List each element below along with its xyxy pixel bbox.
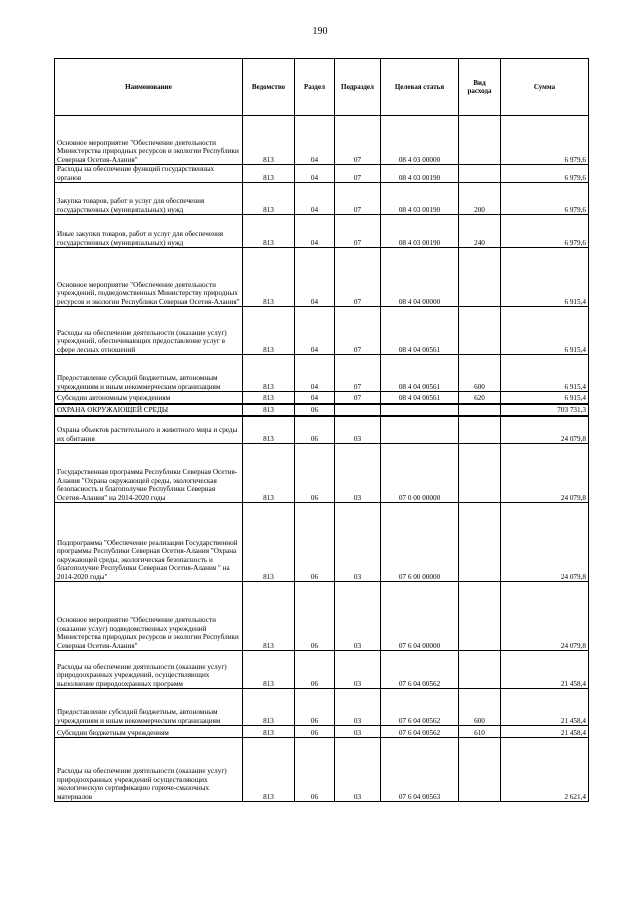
header-section: Раздел: [295, 59, 335, 116]
table-row: [55, 392, 589, 404]
row-target-cell: 07 6 04 00563: [381, 738, 459, 802]
row-name-cell: Субсидии автономным учреждениям: [55, 392, 243, 404]
row-target-cell: 08 4 04 00000: [381, 248, 459, 307]
row-subsection-cell: 03: [335, 416, 381, 444]
row-dept-cell: 813: [243, 404, 295, 416]
table-row: [55, 165, 589, 183]
table-row: [55, 582, 589, 651]
row-amount-cell: 21 458,4: [501, 651, 589, 689]
row-amount-cell: 24 079,8: [501, 444, 589, 503]
row-exp-type-cell: 600: [459, 355, 501, 392]
row-name-cell: Субсидии бюджетным учреждениям: [55, 726, 243, 738]
row-amount-cell: 2 621,4: [501, 738, 589, 802]
row-target-cell: 07 6 04 00000: [381, 582, 459, 651]
row-section-cell: 06: [295, 726, 335, 738]
row-dept-cell: 813: [243, 503, 295, 582]
row-amount-cell: 6 915,4: [501, 248, 589, 307]
header-amount: Сумма: [501, 59, 589, 116]
row-subsection-cell: [335, 404, 381, 416]
row-dept-cell: 813: [243, 651, 295, 689]
row-amount-cell: 24 079,8: [501, 503, 589, 582]
row-subsection-cell: 07: [335, 183, 381, 215]
row-exp-type-cell: [459, 738, 501, 802]
row-target-cell: 08 4 03 00000: [381, 116, 459, 165]
row-target-cell: 07 6 00 00000: [381, 503, 459, 582]
row-subsection-cell: 03: [335, 503, 381, 582]
table-row: [55, 307, 589, 355]
table-row: [55, 404, 589, 416]
row-subsection-cell: 07: [335, 116, 381, 165]
row-subsection-cell: 03: [335, 444, 381, 503]
row-subsection-cell: 07: [335, 215, 381, 248]
row-dept-cell: 813: [243, 444, 295, 503]
row-exp-type-cell: [459, 651, 501, 689]
row-dept-cell: 813: [243, 248, 295, 307]
row-name-cell: Иные закупки товаров, работ и услуг для обеспечения государственных (муниципальных) нужд: [55, 215, 243, 248]
row-exp-type-cell: [459, 165, 501, 183]
row-section-cell: 04: [295, 392, 335, 404]
row-target-cell: 07 6 04 00562: [381, 726, 459, 738]
row-target-cell: 08 4 04 00561: [381, 355, 459, 392]
row-section-cell: 04: [295, 307, 335, 355]
row-exp-type-cell: [459, 116, 501, 165]
budget-table: [54, 58, 589, 802]
row-amount-cell: 6 979,6: [501, 165, 589, 183]
row-exp-type-cell: 200: [459, 183, 501, 215]
table-row: [55, 355, 589, 392]
row-amount-cell: 6 915,4: [501, 355, 589, 392]
row-dept-cell: 813: [243, 416, 295, 444]
row-section-cell: 06: [295, 689, 335, 726]
row-name-cell: Расходы на обеспечение деятельности (оказание услуг) природоохранных учреждений, осуществляющих выполнение природоохранных программ: [55, 651, 243, 689]
row-name-cell: Закупка товаров, работ и услуг для обеспечения государственных (муниципальных) нужд: [55, 183, 243, 215]
row-name-cell: Расходы на обеспечение деятельности (оказание услуг) природоохранных учреждений осуществляющих экологическую сертификацию горюче-смазочных материалов: [55, 738, 243, 802]
row-amount-cell: 21 458,4: [501, 726, 589, 738]
row-dept-cell: 813: [243, 582, 295, 651]
row-name-cell: Основное мероприятие "Обеспечение деятельности учреждений, подведомственных Министерству природных ресурсов и экологии Республики Северная Осетия-Алания": [55, 248, 243, 307]
row-target-cell: 08 4 04 00561: [381, 307, 459, 355]
table-row: [55, 116, 589, 165]
page-number: 190: [312, 26, 328, 37]
table-row: [55, 651, 589, 689]
row-section-cell: 06: [295, 404, 335, 416]
row-amount-cell: 6 979,6: [501, 116, 589, 165]
row-name-cell: Подпрограмма "Обеспечение реализации Государственной программы Республики Северная Осетия-Алания "Охрана окружающей среды, экологическая безопасность и благополучие Республики Северная Осетия-Алания " на 2014-2020 годы": [55, 503, 243, 582]
row-section-cell: 06: [295, 416, 335, 444]
row-target-cell: 08 4 03 00190: [381, 215, 459, 248]
table-row: [55, 444, 589, 503]
header-exp-type: Вид расхода: [459, 59, 501, 116]
row-section-cell: 06: [295, 738, 335, 802]
row-subsection-cell: 07: [335, 165, 381, 183]
row-dept-cell: 813: [243, 689, 295, 726]
row-name-cell: Расходы на обеспечение функций государственных органов: [55, 165, 243, 183]
row-exp-type-cell: [459, 248, 501, 307]
row-exp-type-cell: [459, 582, 501, 651]
row-amount-cell: 21 458,4: [501, 689, 589, 726]
row-exp-type-cell: 600: [459, 689, 501, 726]
row-subsection-cell: 07: [335, 355, 381, 392]
row-section-cell: 04: [295, 355, 335, 392]
row-dept-cell: 813: [243, 726, 295, 738]
row-exp-type-cell: 620: [459, 392, 501, 404]
row-dept-cell: 813: [243, 307, 295, 355]
table-row: [55, 416, 589, 444]
table-row: [55, 183, 589, 215]
row-subsection-cell: 03: [335, 738, 381, 802]
row-section-cell: 04: [295, 183, 335, 215]
row-exp-type-cell: [459, 404, 501, 416]
row-subsection-cell: 07: [335, 248, 381, 307]
row-name-cell: ОХРАНА ОКРУЖАЮЩЕЙ СРЕДЫ: [55, 404, 243, 416]
table-row: [55, 215, 589, 248]
row-amount-cell: 6 915,4: [501, 392, 589, 404]
row-target-cell: 07 6 04 00562: [381, 651, 459, 689]
row-section-cell: 06: [295, 503, 335, 582]
row-section-cell: 06: [295, 651, 335, 689]
row-target-cell: 08 4 03 00190: [381, 165, 459, 183]
row-dept-cell: 813: [243, 116, 295, 165]
row-amount-cell: 24 079,8: [501, 416, 589, 444]
table-header-row: [55, 59, 589, 116]
table-row: [55, 726, 589, 738]
row-dept-cell: 813: [243, 738, 295, 802]
row-exp-type-cell: 240: [459, 215, 501, 248]
row-amount-cell: 6 979,6: [501, 183, 589, 215]
row-section-cell: 06: [295, 444, 335, 503]
header-name: Наименование: [55, 59, 243, 116]
row-name-cell: Предоставление субсидий бюджетным, автономным учреждениям и иным некоммерческим организациям: [55, 355, 243, 392]
row-exp-type-cell: [459, 416, 501, 444]
row-exp-type-cell: [459, 503, 501, 582]
row-amount-cell: 24 079,8: [501, 582, 589, 651]
table-row: [55, 689, 589, 726]
row-subsection-cell: 03: [335, 582, 381, 651]
row-exp-type-cell: [459, 307, 501, 355]
row-amount-cell: 703 731,3: [501, 404, 589, 416]
row-name-cell: Охрана объектов растительного и животного мира и среды их обитания: [55, 416, 243, 444]
row-name-cell: Предоставление субсидий бюджетным, автономным учреждениям и иным некоммерческим организациям: [55, 689, 243, 726]
row-amount-cell: 6 915,4: [501, 307, 589, 355]
row-section-cell: 04: [295, 116, 335, 165]
row-name-cell: Расходы на обеспечение деятельности (оказание услуг) учреждений, обеспечивающих предоставление услуг в сфере лесных отношений: [55, 307, 243, 355]
row-subsection-cell: 03: [335, 689, 381, 726]
table-row: [55, 503, 589, 582]
row-dept-cell: 813: [243, 183, 295, 215]
row-target-cell: [381, 416, 459, 444]
row-section-cell: 04: [295, 165, 335, 183]
row-target-cell: 08 4 04 00561: [381, 392, 459, 404]
row-dept-cell: 813: [243, 165, 295, 183]
row-target-cell: 07 6 04 00562: [381, 689, 459, 726]
row-target-cell: [381, 404, 459, 416]
row-dept-cell: 813: [243, 355, 295, 392]
header-target: Целевая статья: [381, 59, 459, 116]
row-exp-type-cell: 610: [459, 726, 501, 738]
row-section-cell: 06: [295, 582, 335, 651]
table-row: [55, 738, 589, 802]
row-amount-cell: 6 979,6: [501, 215, 589, 248]
header-dept: Ведомство: [243, 59, 295, 116]
row-name-cell: Государственная программа Республики Северная Осетия-Алания "Охрана окружающей среды, экологическая безопасность и благополучие Республики Северная Осетия-Алания" на 2014-2020 годы: [55, 444, 243, 503]
row-subsection-cell: 07: [335, 392, 381, 404]
row-subsection-cell: 07: [335, 307, 381, 355]
row-exp-type-cell: [459, 444, 501, 503]
row-subsection-cell: 03: [335, 726, 381, 738]
table-row: [55, 248, 589, 307]
row-section-cell: 04: [295, 248, 335, 307]
row-name-cell: Основное мероприятие "Обеспечение деятельности Министерства природных ресурсов и экологии Республики Северная Осетия-Алания": [55, 116, 243, 165]
row-section-cell: 04: [295, 215, 335, 248]
row-target-cell: 07 0 00 00000: [381, 444, 459, 503]
row-dept-cell: 813: [243, 215, 295, 248]
row-subsection-cell: 03: [335, 651, 381, 689]
row-target-cell: 08 4 03 00190: [381, 183, 459, 215]
row-dept-cell: 813: [243, 392, 295, 404]
header-subsection: Подраздел: [335, 59, 381, 116]
row-name-cell: Основное мероприятие "Обеспечение деятельности (оказание услуг) подведомственных учреждений Министерства природных ресурсов и экологии Республики Северная Осетия-Алания": [55, 582, 243, 651]
